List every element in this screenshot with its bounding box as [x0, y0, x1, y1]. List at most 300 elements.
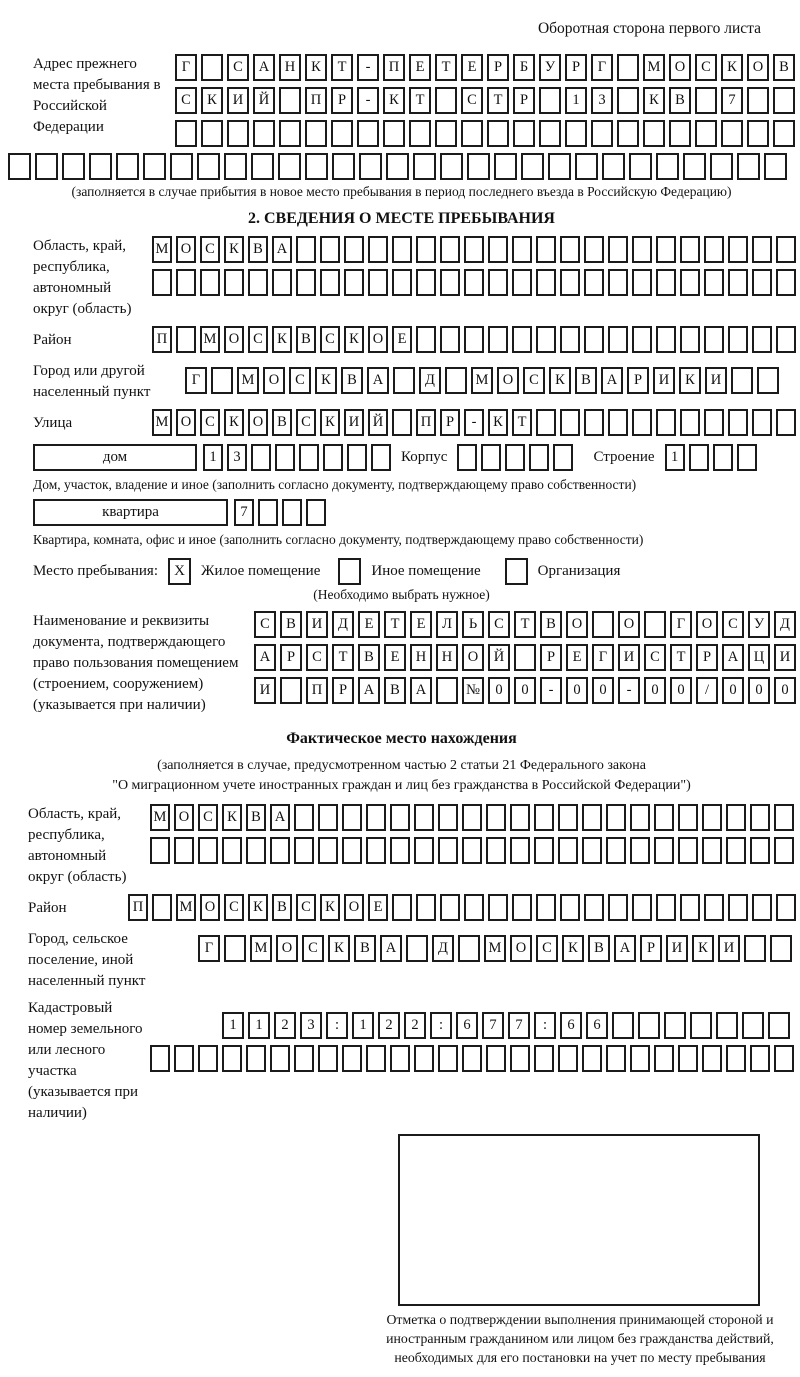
char-cell[interactable]: :: [326, 1012, 348, 1039]
char-cell[interactable]: [366, 837, 386, 864]
char-cell[interactable]: Н: [436, 644, 458, 671]
char-cell[interactable]: [629, 153, 652, 180]
char-cell[interactable]: В: [341, 367, 363, 394]
char-cell[interactable]: А: [254, 644, 276, 671]
char-cell[interactable]: [747, 87, 769, 114]
char-cell[interactable]: [689, 444, 709, 471]
char-cell[interactable]: К: [679, 367, 701, 394]
char-cell[interactable]: [539, 120, 561, 147]
char-cell[interactable]: [464, 894, 484, 921]
char-cell[interactable]: К: [320, 409, 340, 436]
char-cell[interactable]: [644, 611, 666, 638]
char-cell[interactable]: [584, 236, 604, 263]
char-cell[interactable]: [458, 935, 480, 962]
char-cell[interactable]: [342, 837, 362, 864]
char-cell[interactable]: С: [695, 54, 717, 81]
char-cell[interactable]: [592, 611, 614, 638]
char-cell[interactable]: В: [575, 367, 597, 394]
char-cell[interactable]: [332, 153, 355, 180]
char-cell[interactable]: Р: [696, 644, 718, 671]
char-cell[interactable]: [553, 444, 573, 471]
char-cell[interactable]: [486, 837, 506, 864]
char-cell[interactable]: В: [296, 326, 316, 353]
char-cell[interactable]: Т: [409, 87, 431, 114]
char-cell[interactable]: Е: [410, 611, 432, 638]
char-cell[interactable]: [680, 236, 700, 263]
char-cell[interactable]: Ь: [462, 611, 484, 638]
char-cell[interactable]: [152, 269, 172, 296]
char-cell[interactable]: С: [523, 367, 545, 394]
char-cell[interactable]: О: [248, 409, 268, 436]
char-cell[interactable]: К: [224, 236, 244, 263]
char-cell[interactable]: [747, 120, 769, 147]
char-cell[interactable]: 6: [560, 1012, 582, 1039]
char-cell[interactable]: М: [176, 894, 196, 921]
char-cell[interactable]: О: [618, 611, 640, 638]
char-cell[interactable]: [750, 804, 770, 831]
char-cell[interactable]: [582, 837, 602, 864]
char-cell[interactable]: [680, 326, 700, 353]
char-cell[interactable]: [440, 236, 460, 263]
char-cell[interactable]: К: [315, 367, 337, 394]
char-cell[interactable]: Л: [436, 611, 458, 638]
char-cell[interactable]: [632, 326, 652, 353]
char-cell[interactable]: [440, 326, 460, 353]
char-cell[interactable]: [764, 153, 787, 180]
char-cell[interactable]: [750, 1045, 770, 1072]
char-cell[interactable]: 1: [565, 87, 587, 114]
char-cell[interactable]: О: [276, 935, 298, 962]
char-cell[interactable]: [198, 837, 218, 864]
char-cell[interactable]: У: [748, 611, 770, 638]
char-cell[interactable]: С: [254, 611, 276, 638]
char-cell[interactable]: В: [540, 611, 562, 638]
char-cell[interactable]: [464, 236, 484, 263]
char-cell[interactable]: [488, 894, 508, 921]
char-cell[interactable]: [608, 894, 628, 921]
char-cell[interactable]: [512, 269, 532, 296]
char-cell[interactable]: [438, 837, 458, 864]
char-cell[interactable]: [416, 894, 436, 921]
char-cell[interactable]: [344, 269, 364, 296]
char-cell[interactable]: Й: [488, 644, 510, 671]
char-cell[interactable]: 3: [300, 1012, 322, 1039]
char-cell[interactable]: С: [461, 87, 483, 114]
char-cell[interactable]: [440, 269, 460, 296]
char-cell[interactable]: [716, 1012, 738, 1039]
char-cell[interactable]: К: [692, 935, 714, 962]
char-cell[interactable]: [702, 804, 722, 831]
char-cell[interactable]: 0: [514, 677, 536, 704]
char-cell[interactable]: -: [357, 54, 379, 81]
char-cell[interactable]: [278, 153, 301, 180]
char-cell[interactable]: [150, 837, 170, 864]
char-cell[interactable]: [632, 236, 652, 263]
char-cell[interactable]: К: [488, 409, 508, 436]
char-cell[interactable]: К: [328, 935, 350, 962]
char-cell[interactable]: О: [696, 611, 718, 638]
char-cell[interactable]: В: [280, 611, 302, 638]
char-cell[interactable]: В: [248, 236, 268, 263]
char-cell[interactable]: [116, 153, 139, 180]
char-cell[interactable]: 1: [203, 444, 223, 471]
char-cell[interactable]: [251, 153, 274, 180]
char-cell[interactable]: Р: [280, 644, 302, 671]
char-cell[interactable]: [201, 120, 223, 147]
char-cell[interactable]: А: [358, 677, 380, 704]
char-cell[interactable]: [560, 236, 580, 263]
char-cell[interactable]: А: [367, 367, 389, 394]
char-cell[interactable]: [656, 236, 676, 263]
char-cell[interactable]: [198, 1045, 218, 1072]
char-cell[interactable]: [279, 87, 301, 114]
char-cell[interactable]: Т: [332, 644, 354, 671]
char-cell[interactable]: [435, 87, 457, 114]
char-cell[interactable]: [664, 1012, 686, 1039]
char-cell[interactable]: [680, 409, 700, 436]
char-cell[interactable]: [617, 120, 639, 147]
char-cell[interactable]: М: [484, 935, 506, 962]
char-cell[interactable]: О: [174, 804, 194, 831]
char-cell[interactable]: Е: [461, 54, 483, 81]
char-cell[interactable]: :: [534, 1012, 556, 1039]
char-cell[interactable]: [457, 444, 477, 471]
char-cell[interactable]: Е: [392, 326, 412, 353]
char-cell[interactable]: [318, 804, 338, 831]
char-cell[interactable]: И: [718, 935, 740, 962]
char-cell[interactable]: [342, 1045, 362, 1072]
char-cell[interactable]: [258, 499, 278, 526]
char-cell[interactable]: [744, 935, 766, 962]
char-cell[interactable]: 0: [774, 677, 796, 704]
char-cell[interactable]: Г: [198, 935, 220, 962]
char-cell[interactable]: [197, 153, 220, 180]
char-cell[interactable]: В: [246, 804, 266, 831]
char-cell[interactable]: [462, 1045, 482, 1072]
char-cell[interactable]: К: [305, 54, 327, 81]
char-cell[interactable]: №: [462, 677, 484, 704]
char-cell[interactable]: А: [614, 935, 636, 962]
char-cell[interactable]: [774, 837, 794, 864]
char-cell[interactable]: 1: [248, 1012, 270, 1039]
char-cell[interactable]: [721, 120, 743, 147]
char-cell[interactable]: А: [380, 935, 402, 962]
char-cell[interactable]: [608, 326, 628, 353]
char-cell[interactable]: Г: [592, 644, 614, 671]
char-cell[interactable]: [318, 837, 338, 864]
char-cell[interactable]: -: [464, 409, 484, 436]
char-cell[interactable]: [488, 236, 508, 263]
char-cell[interactable]: [248, 269, 268, 296]
char-cell[interactable]: Р: [332, 677, 354, 704]
char-cell[interactable]: К: [562, 935, 584, 962]
char-cell[interactable]: [464, 326, 484, 353]
char-cell[interactable]: [617, 54, 639, 81]
char-cell[interactable]: И: [618, 644, 640, 671]
char-cell[interactable]: Т: [670, 644, 692, 671]
char-cell[interactable]: [486, 804, 506, 831]
char-cell[interactable]: 7: [508, 1012, 530, 1039]
char-cell[interactable]: О: [566, 611, 588, 638]
char-cell[interactable]: О: [669, 54, 691, 81]
char-cell[interactable]: У: [539, 54, 561, 81]
char-cell[interactable]: Г: [670, 611, 692, 638]
char-cell[interactable]: [539, 87, 561, 114]
char-cell[interactable]: 2: [378, 1012, 400, 1039]
char-cell[interactable]: [656, 894, 676, 921]
char-cell[interactable]: [632, 894, 652, 921]
char-cell[interactable]: [486, 1045, 506, 1072]
char-cell[interactable]: [143, 153, 166, 180]
char-cell[interactable]: В: [669, 87, 691, 114]
char-cell[interactable]: О: [510, 935, 532, 962]
char-cell[interactable]: [200, 269, 220, 296]
char-cell[interactable]: [669, 120, 691, 147]
char-cell[interactable]: О: [176, 409, 196, 436]
char-cell[interactable]: [416, 326, 436, 353]
char-cell[interactable]: И: [227, 87, 249, 114]
char-cell[interactable]: Н: [279, 54, 301, 81]
char-cell[interactable]: П: [383, 54, 405, 81]
checkbox-other-premises[interactable]: [338, 558, 361, 585]
char-cell[interactable]: [752, 326, 772, 353]
char-cell[interactable]: К: [549, 367, 571, 394]
char-cell[interactable]: [414, 837, 434, 864]
char-cell[interactable]: [246, 1045, 266, 1072]
char-cell[interactable]: Д: [774, 611, 796, 638]
char-cell[interactable]: [510, 837, 530, 864]
char-cell[interactable]: А: [410, 677, 432, 704]
char-cell[interactable]: [536, 894, 556, 921]
char-cell[interactable]: [776, 236, 796, 263]
char-cell[interactable]: [728, 236, 748, 263]
char-cell[interactable]: [750, 837, 770, 864]
char-cell[interactable]: О: [368, 326, 388, 353]
char-cell[interactable]: [728, 409, 748, 436]
char-cell[interactable]: [536, 409, 556, 436]
char-cell[interactable]: Т: [384, 611, 406, 638]
char-cell[interactable]: [467, 153, 490, 180]
char-cell[interactable]: М: [250, 935, 272, 962]
char-cell[interactable]: Н: [410, 644, 432, 671]
char-cell[interactable]: [560, 894, 580, 921]
char-cell[interactable]: [704, 409, 724, 436]
char-cell[interactable]: П: [128, 894, 148, 921]
char-cell[interactable]: М: [150, 804, 170, 831]
char-cell[interactable]: [773, 87, 795, 114]
char-cell[interactable]: С: [644, 644, 666, 671]
char-cell[interactable]: [606, 1045, 626, 1072]
char-cell[interactable]: С: [306, 644, 328, 671]
char-cell[interactable]: О: [176, 236, 196, 263]
char-cell[interactable]: [392, 409, 412, 436]
char-cell[interactable]: [728, 269, 748, 296]
char-cell[interactable]: [390, 837, 410, 864]
char-cell[interactable]: [558, 837, 578, 864]
char-cell[interactable]: 0: [670, 677, 692, 704]
char-cell[interactable]: [728, 894, 748, 921]
char-cell[interactable]: А: [253, 54, 275, 81]
char-cell[interactable]: Р: [565, 54, 587, 81]
char-cell[interactable]: [414, 804, 434, 831]
char-cell[interactable]: [728, 326, 748, 353]
char-cell[interactable]: Р: [487, 54, 509, 81]
char-cell[interactable]: [505, 444, 525, 471]
char-cell[interactable]: К: [201, 87, 223, 114]
char-cell[interactable]: О: [263, 367, 285, 394]
char-cell[interactable]: [656, 269, 676, 296]
char-cell[interactable]: Т: [512, 409, 532, 436]
char-cell[interactable]: [299, 444, 319, 471]
char-cell[interactable]: [617, 87, 639, 114]
char-cell[interactable]: Е: [384, 644, 406, 671]
char-cell[interactable]: [150, 1045, 170, 1072]
char-cell[interactable]: [390, 1045, 410, 1072]
char-cell[interactable]: [630, 804, 650, 831]
char-cell[interactable]: О: [344, 894, 364, 921]
char-cell[interactable]: [582, 804, 602, 831]
char-cell[interactable]: С: [224, 894, 244, 921]
char-cell[interactable]: [392, 894, 412, 921]
char-cell[interactable]: [347, 444, 367, 471]
char-cell[interactable]: Р: [627, 367, 649, 394]
char-cell[interactable]: [774, 1045, 794, 1072]
char-cell[interactable]: [440, 894, 460, 921]
char-cell[interactable]: Й: [368, 409, 388, 436]
char-cell[interactable]: [8, 153, 31, 180]
char-cell[interactable]: [726, 1045, 746, 1072]
char-cell[interactable]: [416, 269, 436, 296]
char-cell[interactable]: [695, 120, 717, 147]
char-cell[interactable]: [752, 269, 772, 296]
char-cell[interactable]: [462, 804, 482, 831]
char-cell[interactable]: [318, 1045, 338, 1072]
char-cell[interactable]: О: [224, 326, 244, 353]
char-cell[interactable]: -: [540, 677, 562, 704]
char-cell[interactable]: В: [358, 644, 380, 671]
char-cell[interactable]: П: [416, 409, 436, 436]
char-cell[interactable]: [608, 236, 628, 263]
char-cell[interactable]: [704, 269, 724, 296]
char-cell[interactable]: [774, 804, 794, 831]
char-cell[interactable]: Е: [409, 54, 431, 81]
char-cell[interactable]: [320, 269, 340, 296]
char-cell[interactable]: М: [471, 367, 493, 394]
char-cell[interactable]: И: [306, 611, 328, 638]
char-cell[interactable]: [776, 269, 796, 296]
char-cell[interactable]: 0: [644, 677, 666, 704]
char-cell[interactable]: Д: [432, 935, 454, 962]
char-cell[interactable]: [224, 935, 246, 962]
checkbox-organization[interactable]: [505, 558, 528, 585]
char-cell[interactable]: М: [200, 326, 220, 353]
char-cell[interactable]: Б: [513, 54, 535, 81]
char-cell[interactable]: 0: [488, 677, 510, 704]
char-cell[interactable]: [560, 326, 580, 353]
char-cell[interactable]: [436, 677, 458, 704]
char-cell[interactable]: [704, 236, 724, 263]
char-cell[interactable]: [776, 326, 796, 353]
char-cell[interactable]: [737, 444, 757, 471]
char-cell[interactable]: [702, 1045, 722, 1072]
char-cell[interactable]: [534, 837, 554, 864]
char-cell[interactable]: О: [462, 644, 484, 671]
char-cell[interactable]: Р: [540, 644, 562, 671]
char-cell[interactable]: 1: [665, 444, 685, 471]
char-cell[interactable]: [591, 120, 613, 147]
char-cell[interactable]: С: [296, 409, 316, 436]
char-cell[interactable]: П: [152, 326, 172, 353]
char-cell[interactable]: [656, 326, 676, 353]
char-cell[interactable]: А: [272, 236, 292, 263]
char-cell[interactable]: [643, 120, 665, 147]
char-cell[interactable]: С: [198, 804, 218, 831]
char-cell[interactable]: Ц: [748, 644, 770, 671]
char-cell[interactable]: [445, 367, 467, 394]
char-cell[interactable]: [770, 935, 792, 962]
char-cell[interactable]: [222, 837, 242, 864]
char-cell[interactable]: С: [289, 367, 311, 394]
char-cell[interactable]: [253, 120, 275, 147]
char-cell[interactable]: [174, 1045, 194, 1072]
char-cell[interactable]: [768, 1012, 790, 1039]
char-cell[interactable]: [416, 236, 436, 263]
char-cell[interactable]: А: [601, 367, 623, 394]
char-cell[interactable]: Е: [566, 644, 588, 671]
char-cell[interactable]: [270, 1045, 290, 1072]
char-cell[interactable]: [294, 837, 314, 864]
char-cell[interactable]: [342, 804, 362, 831]
char-cell[interactable]: Е: [358, 611, 380, 638]
char-cell[interactable]: [176, 269, 196, 296]
char-cell[interactable]: С: [320, 326, 340, 353]
char-cell[interactable]: Т: [331, 54, 353, 81]
char-cell[interactable]: [170, 153, 193, 180]
char-cell[interactable]: [704, 894, 724, 921]
char-cell[interactable]: [510, 1045, 530, 1072]
char-cell[interactable]: [632, 409, 652, 436]
char-cell[interactable]: [331, 120, 353, 147]
char-cell[interactable]: [584, 409, 604, 436]
char-cell[interactable]: С: [722, 611, 744, 638]
char-cell[interactable]: [726, 804, 746, 831]
char-cell[interactable]: И: [666, 935, 688, 962]
char-cell[interactable]: С: [488, 611, 510, 638]
char-cell[interactable]: [565, 120, 587, 147]
char-cell[interactable]: [558, 804, 578, 831]
char-cell[interactable]: [320, 236, 340, 263]
char-cell[interactable]: [512, 326, 532, 353]
char-cell[interactable]: [357, 120, 379, 147]
char-cell[interactable]: [654, 837, 674, 864]
char-cell[interactable]: 7: [234, 499, 254, 526]
char-cell[interactable]: [175, 120, 197, 147]
char-cell[interactable]: [529, 444, 549, 471]
char-cell[interactable]: К: [222, 804, 242, 831]
char-cell[interactable]: К: [272, 326, 292, 353]
char-cell[interactable]: [608, 269, 628, 296]
char-cell[interactable]: [488, 326, 508, 353]
char-cell[interactable]: С: [248, 326, 268, 353]
char-cell[interactable]: [371, 444, 391, 471]
char-cell[interactable]: К: [383, 87, 405, 114]
char-cell[interactable]: [584, 894, 604, 921]
char-cell[interactable]: [414, 1045, 434, 1072]
char-cell[interactable]: [702, 837, 722, 864]
char-cell[interactable]: [89, 153, 112, 180]
char-cell[interactable]: [612, 1012, 634, 1039]
char-cell[interactable]: [294, 1045, 314, 1072]
